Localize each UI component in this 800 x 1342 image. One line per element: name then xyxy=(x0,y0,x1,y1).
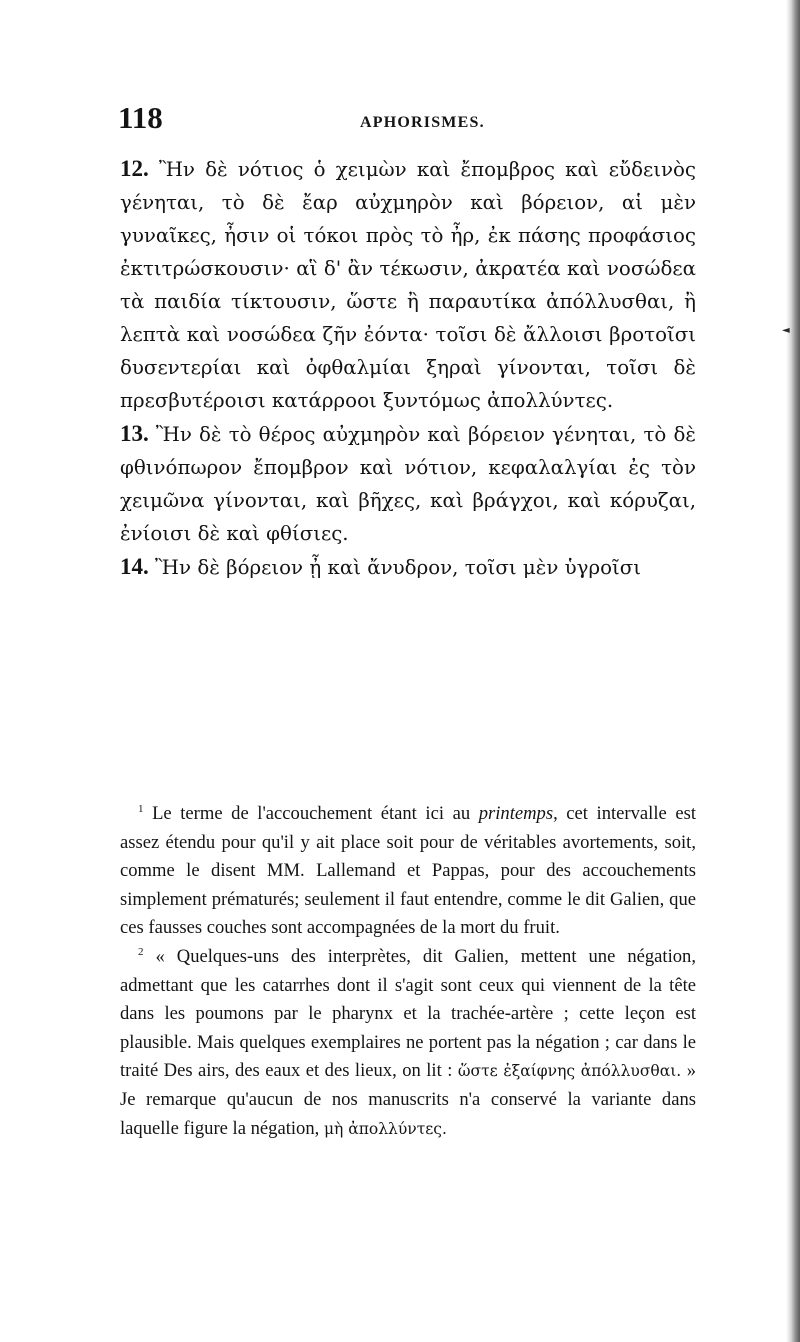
footnotes xyxy=(120,800,696,1143)
footnote-text: Le terme de l'accouchement étant ici au xyxy=(152,803,479,824)
footnote-greek: ὥστε ἐξαίφνης ἀπόλλυσθαι. xyxy=(457,1062,682,1081)
aphorism-14 xyxy=(120,550,696,584)
aphorism-12 xyxy=(120,152,696,417)
footnote-greek: μὴ ἀπολλύντες. xyxy=(323,1119,447,1138)
aphorism-text: Ἢν δὲ βόρειον ᾖ καὶ ἄνυδρον, τοῖσι μὲν ὑγροῖσι xyxy=(155,556,642,579)
margin-arrow-icon: ◄ xyxy=(782,325,790,336)
aphorism-number: 12. xyxy=(120,156,149,181)
aphorism-number: 14. xyxy=(120,554,149,579)
aphorism-text: Ἢν δὲ νότιος ὁ χειμὼν καὶ ἔπομβρος καὶ εὔδεινὸς γένηται, τὸ δὲ ἔαρ αὐχμηρὸν καὶ βόρειον, αἱ μὲν γυναῖκες, ἦσιν οἱ τόκοι πρὸς τὸ ἦρ, ἐκ πάσης προφάσιος ἐκτιτρώσκουσιν· αἳ δ' ἂν τέκωσιν, ἀκρατέα καὶ νοσώδεα τὰ παιδία τίκτουσιν, ὥστε ἢ παραυτίκα ἀπόλλυσθαι, ἢ λεπτὰ καὶ νοσώδεα ζῆν ἐόντα· τοῖσι δὲ ἄλλοισι βροτοῖσι δυσεντερίαι καὶ ὀφθαλμίαι ξηραὶ γίνονται, τοῖσι δὲ πρεσβυτέροισι κατάρροοι ξυντόμως ἀπολλύντες. xyxy=(120,158,696,412)
page-header xyxy=(118,100,698,140)
footnote-2 xyxy=(120,943,696,1143)
footnote-italic: printemps xyxy=(478,803,554,824)
footnote-marker: 1 xyxy=(138,802,144,815)
footnote-marker: 2 xyxy=(138,945,144,958)
greek-text-block xyxy=(120,152,696,584)
aphorism-13 xyxy=(120,417,696,550)
running-head: APHORISMES. xyxy=(360,114,485,131)
page-number: 118 xyxy=(118,100,163,135)
page-edge-shadow xyxy=(786,0,800,1342)
aphorism-text: Ἢν δὲ τὸ θέρος αὐχμηρὸν καὶ βόρειον γένηται, τὸ δὲ φθινόπωρον ἔπομβρον καὶ νότιον, κεφαλαλγίαι ἐς τὸν χειμῶνα γίνονται, καὶ βῆχες, καὶ βράγχοι, καὶ κόρυζαι, ἐνίοισι δὲ καὶ φθίσιες. xyxy=(120,423,696,545)
aphorism-number: 13. xyxy=(120,421,149,446)
footnote-text: » Je remarque qu'aucun de nos manuscrits n'a conservé la variante dans laquelle figure la négation, xyxy=(120,1060,696,1139)
footnote-text: « Quelques-uns des interprètes, dit Galien, mettent une négation, admettant que les catarrhes dont il s'agit sont ceux qui viennent de la tête dans les poumons par le pharynx et la trachée-artère ; cette leçon est plausible. Mais quelques exemplaires ne portent pas la négation ; car dans le traité Des airs, des eaux et des lieux, on lit : xyxy=(120,945,696,1082)
footnote-text: , cet intervalle est assez étendu pour qu'il y ait place soit pour de véritables avortements, soit, comme le disent MM. Lallemand et Pappas, pour des accouchements simplement prématurés; seulement il faut entendre, comme le dit Galien, que ces fausses couches sont accompagnées de la mort du fruit. xyxy=(120,803,696,939)
footnote-1 xyxy=(120,800,696,943)
